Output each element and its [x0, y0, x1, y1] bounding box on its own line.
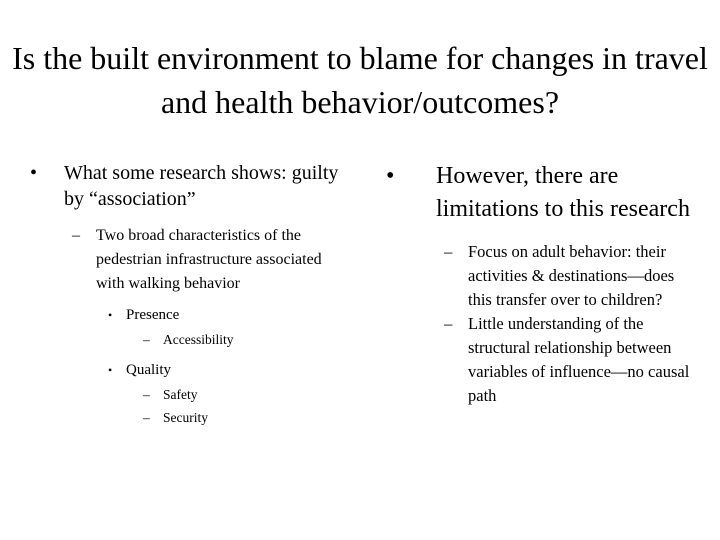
left-sub-point-text: Two broad characteristics of the pedestrian infrastructure associated with walking behavior	[96, 227, 322, 292]
list-item-text: Security	[163, 410, 208, 425]
left-main-point-text: What some research shows: guilty by “association”	[64, 162, 339, 210]
presence-items	[30, 328, 350, 351]
right-main-point-text: However, there are limitations to this research	[436, 163, 690, 222]
right-sub-point-1	[378, 240, 698, 312]
left-sub-point	[30, 224, 350, 296]
right-sub-point-2	[378, 312, 698, 408]
dash-icon: –	[444, 314, 453, 333]
list-item	[30, 383, 350, 406]
quality-items	[30, 383, 350, 429]
group-presence	[30, 304, 350, 326]
dash-icon: –	[444, 242, 453, 261]
dash-icon: –	[72, 227, 80, 244]
bullet-icon: •	[386, 163, 395, 189]
dash-icon: –	[143, 387, 150, 402]
right-main-point	[378, 160, 698, 226]
left-column	[30, 160, 350, 429]
bullet-icon: •	[108, 363, 113, 377]
bullet-icon: •	[108, 308, 113, 322]
list-item	[30, 406, 350, 429]
list-item-text: Safety	[163, 387, 198, 402]
group-label: Presence	[126, 307, 180, 323]
right-sub-point-text: Little understanding of the structural relationship between variables of influence—no causal path	[468, 314, 690, 405]
right-sub-point-text: Focus on adult behavior: their activities & destinations—does this transfer over to children?	[468, 242, 675, 309]
bullet-icon: •	[30, 162, 38, 184]
list-item-text: Accessibility	[163, 332, 234, 347]
group-quality	[30, 359, 350, 381]
group-label: Quality	[126, 362, 171, 378]
right-column	[378, 160, 698, 408]
left-main-point	[30, 160, 350, 212]
slide-title: Is the built environment to blame for changes in travel and health behavior/outcomes?	[12, 40, 708, 120]
dash-icon: –	[143, 410, 150, 425]
dash-icon: –	[143, 332, 150, 347]
list-item	[30, 328, 350, 351]
